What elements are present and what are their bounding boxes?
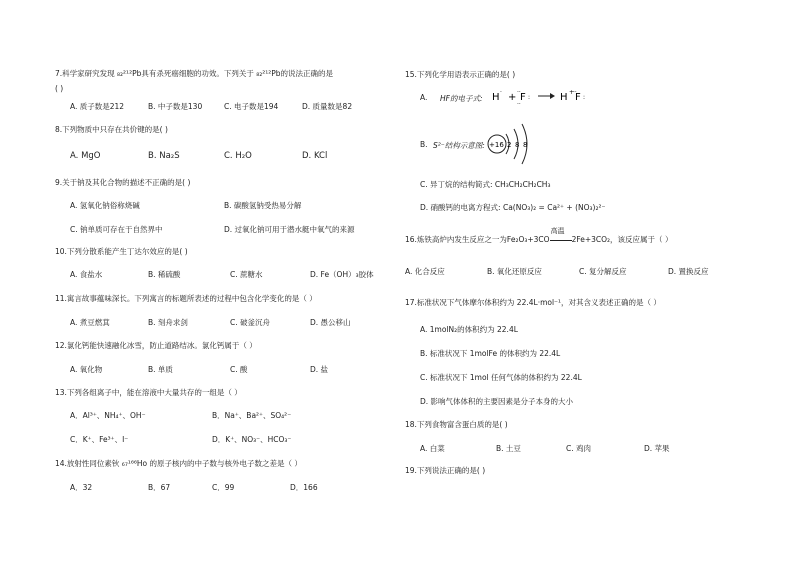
- q8-option-b: B. Na₂S: [148, 151, 180, 161]
- q10-option-b: B. 稀硫酸: [148, 270, 181, 279]
- q16-stem-pre: 16.炼铁高炉内发生反应之一为Fe₂O₃+3CO: [405, 235, 550, 244]
- q9-stem: 9.关于钠及其化合物的描述不正确的是( ): [55, 178, 191, 187]
- reaction-condition: [550, 227, 572, 244]
- q9-option-c: C. 钠单质可存在于自然界中: [70, 225, 163, 234]
- q11-option-c: C. 破釜沉舟: [230, 318, 271, 327]
- q17-option-c: C. 标准状况下 1mol 任何气体的体积约为 22.4L: [420, 373, 582, 382]
- svg-text:H: H: [560, 92, 568, 103]
- nucleus-charge: +16: [489, 141, 504, 149]
- q16-option-c: C. 复分解反应: [579, 267, 627, 276]
- q10-option-a: A. 食盐水: [70, 270, 103, 279]
- q18-option-b: B. 土豆: [496, 444, 521, 453]
- q14-option-c: C．99: [212, 483, 235, 492]
- q8-option-c: C. H₂O: [224, 151, 252, 161]
- svg-text:··: ··: [517, 89, 521, 96]
- q12-option-d: D. 盐: [310, 365, 329, 374]
- q13-option-a: A．Al³⁺、NH₄⁺、OH⁻: [70, 411, 146, 420]
- q10-option-c: C. 蔗糖水: [230, 270, 263, 279]
- q12-option-c: C. 酸: [230, 365, 248, 374]
- svg-text:·: ·: [500, 89, 502, 96]
- q13-option-d: D．K⁺、NO₃⁻、HCO₃⁻: [212, 435, 292, 444]
- q7-option-b: B. 中子数是130: [148, 102, 203, 111]
- svg-text::: :: [528, 94, 531, 101]
- q15-stem: 15.下列化学用语表示正确的是( ): [405, 70, 516, 79]
- q11-option-b: B. 刻舟求剑: [148, 318, 188, 327]
- q18-stem: 18.下列食物富含蛋白质的是( ): [405, 420, 508, 429]
- q19-stem: 19.下列说法正确的是( ): [405, 466, 486, 475]
- shell-3-count: 8: [523, 141, 528, 149]
- q18-option-d: D. 苹果: [644, 444, 670, 453]
- q9-option-d: D. 过氧化钠可用于潜水艇中氧气的来源: [224, 225, 355, 234]
- q16-option-d: D. 置换反应: [668, 267, 709, 276]
- q15-option-b-text: S²⁻结构示意图:: [433, 141, 485, 150]
- q11-stem: 11.寓言故事蕴味深长。下列寓言的标题所表述的过程中包含化学变化的是（ ）: [55, 294, 317, 303]
- q14-option-d: D．166: [290, 483, 318, 492]
- svg-text:+: +: [569, 89, 575, 96]
- q18-option-a: A. 白菜: [420, 444, 445, 453]
- q12-stem: 12.氯化钙能快速融化冰雪，防止道路结冰。氯化钙属于（ ）: [55, 341, 257, 350]
- q8-stem: 8.下列物质中只存在共价键的是( ): [55, 125, 168, 134]
- q10-option-d: D. Fe（OH）₃胶体: [310, 270, 374, 279]
- q13-stem: 13.下列各组离子中，能在溶液中大量共存的一组是（ ）: [55, 388, 242, 397]
- q9-option-a: A. 氢氧化钠俗称烧碱: [70, 201, 140, 210]
- q15-option-c: C. 异丁烷的结构简式: CH₃CH₂CH₂CH₃: [420, 180, 551, 189]
- q16-option-a: A. 化合反应: [405, 267, 445, 276]
- hf-electron-formula: [492, 86, 592, 108]
- q15-option-a-text: HF的电子式:: [440, 94, 483, 103]
- condition-label: 高温: [550, 227, 565, 235]
- q16-stem-post: 2Fe+3CO₂，该反应属于（ ）: [571, 235, 673, 244]
- q15-option-b-label: B.: [420, 140, 428, 149]
- q17-option-d: D. 影响气体体积的主要因素是分子本身的大小: [420, 397, 574, 406]
- q7-stem: 7.科学家研究发现 ₈₂²¹²Pb具有杀死癌细胞的功效。下列关于 ₈₂²¹²Pb的说法正确的是: [55, 69, 334, 78]
- q8-option-a: A. MgO: [70, 151, 101, 161]
- q12-option-a: A. 氧化物: [70, 365, 103, 374]
- q16-option-b: B. 氧化还原反应: [487, 267, 542, 276]
- q16-stem: [405, 227, 673, 245]
- svg-text::: :: [583, 94, 586, 101]
- q7-paren: ( ): [55, 84, 64, 93]
- q18-option-c: C. 鸡肉: [566, 444, 592, 453]
- q13-option-c: C．K⁺、Fe³⁺、I⁻: [70, 435, 129, 444]
- shell-2-count: 8: [515, 141, 520, 149]
- sulfide-ion-structure-diagram: [484, 122, 544, 166]
- q11-option-a: A. 煮豆燃萁: [70, 318, 110, 327]
- q10-stem: 10.下列分散系能产生丁达尔效应的是( ): [55, 247, 188, 256]
- svg-text:··: ··: [517, 101, 521, 108]
- q11-option-d: D. 愚公移山: [310, 318, 351, 327]
- svg-text:H: H: [492, 92, 500, 103]
- q7-option-d: D. 质量数是82: [302, 102, 353, 111]
- svg-text:F: F: [520, 92, 526, 103]
- q15-option-a-label: A.: [420, 93, 428, 102]
- svg-text:+: +: [508, 92, 517, 103]
- q9-option-b: B. 碳酸氢钠受热易分解: [224, 201, 302, 210]
- q12-option-b: B. 单质: [148, 365, 173, 374]
- q17-option-a: A. 1molN₂的体积约为 22.4L: [420, 325, 518, 334]
- reaction-equals-bar: [550, 240, 572, 241]
- q7-option-a: A. 质子数是212: [70, 102, 125, 111]
- q7-option-c: C. 电子数是194: [224, 102, 279, 111]
- svg-text:··: ··: [573, 89, 577, 96]
- q14-option-a: A．32: [70, 483, 93, 492]
- shell-1-count: 2: [507, 141, 512, 149]
- svg-text:F: F: [575, 92, 581, 103]
- q13-option-b: B．Na⁺、Ba²⁺、SO₄²⁻: [212, 411, 292, 420]
- q14-option-b: B．67: [148, 483, 171, 492]
- q14-stem: 14.放射性同位素钬 ₆₇¹⁶⁶Ho 的原子核内的中子数与核外电子数之差是（ ）: [55, 459, 302, 468]
- q17-stem: 17.标准状况下气体摩尔体积约为 22.4L·mol⁻¹，对其含义表述正确的是（ ）: [405, 298, 661, 307]
- q15-option-d: D. 硝酸钙的电离方程式: Ca(NO₃)₂ = Ca²⁺ + (NO₃)₂²⁻: [420, 203, 606, 212]
- q17-option-b: B. 标准状况下 1molFe 的体积约为 22.4L: [420, 349, 561, 358]
- q8-option-d: D. KCl: [302, 151, 328, 161]
